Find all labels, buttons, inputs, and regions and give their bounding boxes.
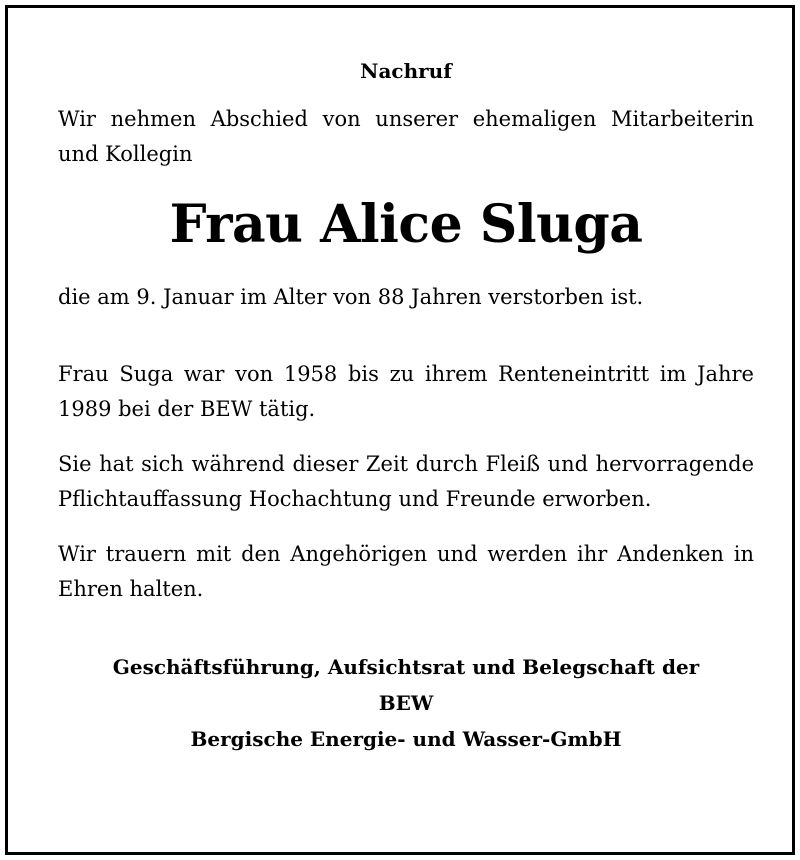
obituary-frame: [5, 5, 795, 855]
spacer: [58, 427, 754, 447]
intro-line-1: Wir nehmen Abschied von unserer ehemaligen Mitarbeiterin: [58, 107, 754, 131]
signature-line-2: BEW: [378, 691, 434, 715]
employment-line-2: 1989 bei der BEW tätig.: [58, 397, 316, 421]
signature-line-3: Bergische Energie- und Wasser-GmbH: [190, 727, 622, 751]
deceased-name: Frau Alice Sluga: [169, 194, 643, 255]
signature-line-1: Geschäftsführung, Aufsichtsrat und Belegschaft der: [112, 655, 700, 679]
death-statement: die am 9. Januar im Alter von 88 Jahren verstorben ist.: [58, 285, 644, 309]
tribute-line-1: Sie hat sich während dieser Zeit durch Fleiß und hervorragende: [58, 452, 754, 476]
mourning-line-2: Ehren halten.: [58, 577, 204, 601]
tribute-line-2: Pflichtauffassung Hochachtung und Freunde erworben.: [58, 487, 652, 511]
spacer: [58, 315, 754, 357]
employment-line-1: Frau Suga war von 1958 bis zu ihrem Renteneintritt im Jahre: [58, 362, 754, 386]
intro-line-2: und Kollegin: [58, 142, 193, 166]
spacer: [58, 517, 754, 537]
spacer: [58, 607, 754, 649]
mourning-line-1: Wir trauern mit den Angehörigen und werden ihr Andenken in: [58, 542, 754, 566]
obituary-content: [58, 58, 754, 757]
obituary-heading: Nachruf: [360, 59, 452, 83]
